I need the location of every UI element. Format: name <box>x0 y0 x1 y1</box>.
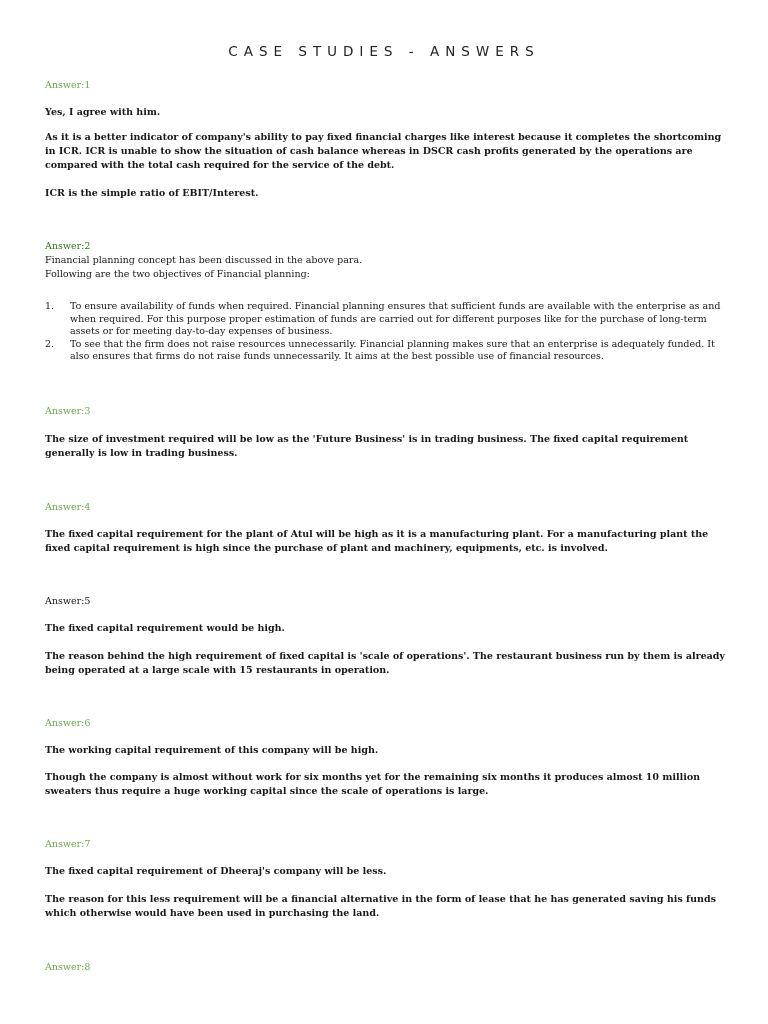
answer-1-label: Answer:1 <box>45 80 91 91</box>
answer-5-p2: The reason behind the high requirement of fixed capital is 'scale of operations'. The restaurant business run by them is already being operated at a large scale with 15 restaurants in operation. <box>45 651 725 676</box>
list-item <box>45 301 725 339</box>
objectives-list <box>45 301 725 364</box>
answer-1-p1: Yes, I agree with him. <box>45 107 161 118</box>
answer-5-p1: The fixed capital requirement would be high. <box>45 623 285 634</box>
list-item-number: 2. <box>45 338 55 350</box>
page-title: CASE STUDIES - ANSWERS <box>228 44 540 60</box>
answer-4-p1: The fixed capital requirement for the plant of Atul will be high as it is a manufacturing plant. For a manufacturing plant the fixed capital requirement is high since the purchase of plant and machinery, equipments, etc. is involved. <box>45 529 709 554</box>
answer-2-p2: Following are the two objectives of Financial planning: <box>45 269 310 280</box>
list-item-number: 1. <box>45 301 55 312</box>
answer-1-p2: As it is a better indicator of company's ability to pay fixed financial charges like interest because it completes the shortcoming in ICR. ICR is unable to show the situation of cash balance whereas in DSCR cash profits generated by the operations are compared with the total cash required for the service of the debt. <box>45 132 722 171</box>
answer-5-label: Answer:5 <box>45 596 91 607</box>
answer-3-label: Answer:3 <box>45 406 91 417</box>
list-item-text: To see that the firm does not raise resources unnecessarily. Financial planning makes sure that an enterprise is adequately funded. It also ensures that firms do not raise funds unnecessarily. It aims at the best possible use of financial resources. <box>70 338 715 362</box>
answer-3-p1: The size of investment required will be low as the 'Future Business' is in trading business. The fixed capital requirement generally is low in trading business. <box>45 434 689 459</box>
answer-7-p2: The reason for this less requirement will be a financial alternative in the form of lease that he has generated saving his funds which otherwise would have been used in purchasing the land. <box>45 894 716 919</box>
list-item-text: To ensure availability of funds when required. Financial planning ensures that sufficient funds are available with the enterprise as and when required. For this purpose proper estimation of funds are carried out for different purposes like for the purchase of long-term assets or for meeting day-to-day expenses of business. <box>70 301 721 337</box>
answer-6-p1: The working capital requirement of this company will be high. <box>45 745 379 756</box>
answer-4-label: Answer:4 <box>45 502 91 513</box>
answer-7-p1: The fixed capital requirement of Dheeraj's company will be less. <box>45 866 387 877</box>
answer-6-label: Answer:6 <box>45 718 91 729</box>
answer-7-label: Answer:7 <box>45 839 91 850</box>
answer-8-label: Answer:8 <box>45 962 91 973</box>
list-item <box>45 339 725 364</box>
answer-2-p1: Financial planning concept has been discussed in the above para. <box>45 255 363 266</box>
answer-1-p3: ICR is the simple ratio of EBIT/Interest. <box>45 188 259 199</box>
answer-6-p2: Though the company is almost without work for six months yet for the remaining six months it produces almost 10 million sweaters thus require a huge working capital since the scale of operations is large. <box>45 772 701 797</box>
answer-2-label: Answer:2 <box>45 241 91 252</box>
